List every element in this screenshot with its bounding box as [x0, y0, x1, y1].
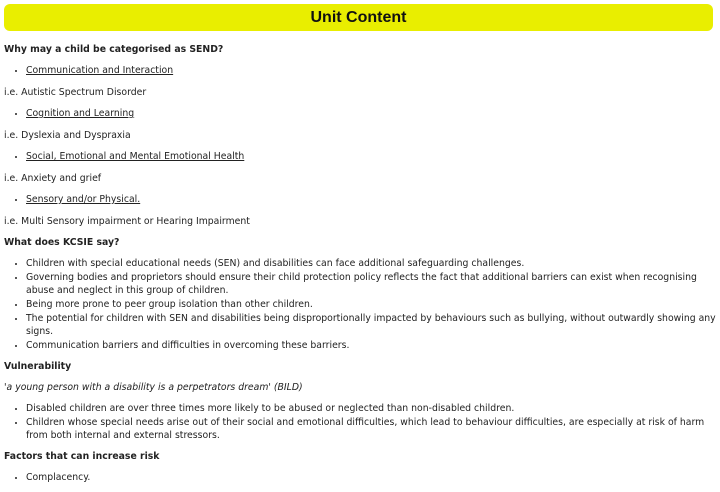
list-item: • Disabled children are over three times more likely to be abused or neglected than non-disabled children.	[26, 402, 716, 415]
unit-content-banner	[4, 4, 713, 31]
vulnerability-heading: Vulnerability	[4, 361, 72, 372]
list-item: • Children whose special needs arise out of their social and emotional difficulties, which lead to behaviour difficulties, are especially at risk of harm from both internal and external stressors.	[26, 416, 716, 442]
kcsie-list	[4, 257, 716, 352]
send-heading: Why may a child be categorised as SEND?	[4, 44, 224, 55]
cognition-learning-link[interactable]: Cognition and Learning	[26, 108, 135, 119]
risk-factors-list	[4, 471, 716, 484]
kcsie-heading: What does KCSIE say?	[4, 237, 120, 248]
unit-content-body	[4, 39, 716, 492]
list-item	[26, 64, 716, 77]
send-example-2: i.e. Dyslexia and Dyspraxia	[4, 130, 131, 141]
list-item: • Children with special educational needs (SEN) and disabilities can face additional safeguarding challenges.	[26, 257, 716, 270]
risk-factors-heading: Factors that can increase risk	[4, 451, 160, 462]
send-category-list-4	[4, 193, 716, 206]
list-item: • Communication barriers and difficulties in overcoming these barriers.	[26, 339, 716, 352]
list-item: • Complacency.	[26, 471, 716, 484]
vulnerability-list	[4, 402, 716, 442]
page-title: Unit Content	[310, 8, 407, 26]
communication-interaction-link[interactable]: Communication and Interaction	[26, 65, 174, 76]
send-example-1: i.e. Autistic Spectrum Disorder	[4, 87, 147, 98]
send-category-list-3	[4, 150, 716, 163]
send-category-list-1	[4, 64, 716, 77]
vulnerability-quote: 'a young person with a disability is a perpetrators dream' (BILD)	[4, 382, 303, 393]
list-item	[26, 150, 716, 163]
list-item	[26, 107, 716, 120]
list-item	[26, 193, 716, 206]
list-item: • Being more prone to peer group isolation than other children.	[26, 298, 716, 311]
social-emotional-health-link[interactable]: Social, Emotional and Mental Emotional Health	[26, 151, 245, 162]
list-item: • The potential for children with SEN and disabilities being disproportionally impacted by behaviours such as bullying, without outwardly showing any signs.	[26, 312, 716, 338]
sensory-physical-link[interactable]: Sensory and/or Physical.	[26, 194, 141, 205]
send-example-3: i.e. Anxiety and grief	[4, 173, 102, 184]
send-category-list-2	[4, 107, 716, 120]
list-item: • Governing bodies and proprietors should ensure their child protection policy reflects the fact that additional barriers can exist when recognising abuse and neglect in this group of children.	[26, 271, 716, 297]
send-example-4: i.e. Multi Sensory impairment or Hearing Impairment	[4, 216, 250, 227]
